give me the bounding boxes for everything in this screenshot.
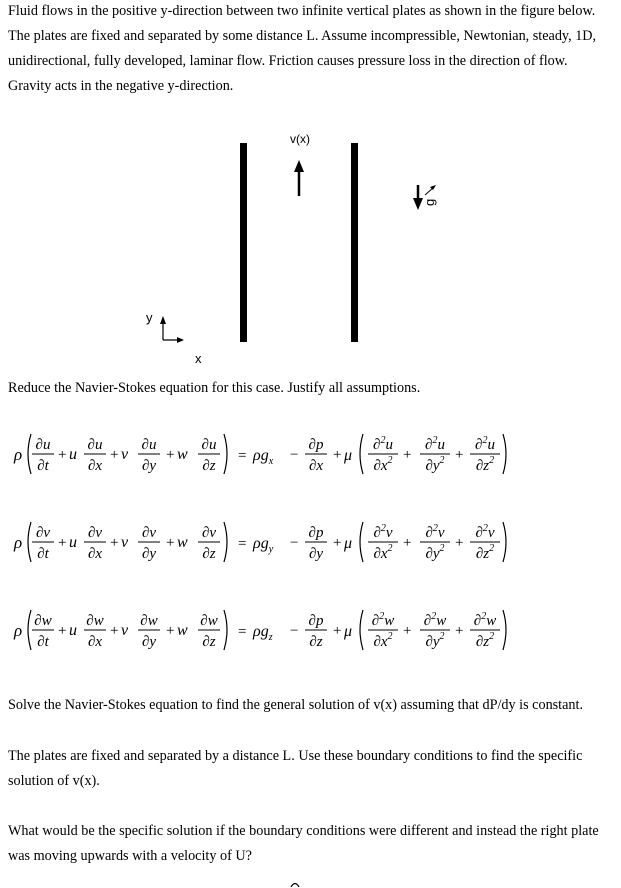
- denominator: ∂y: [141, 546, 157, 562]
- minus: −: [290, 535, 299, 551]
- left-paren: [28, 610, 31, 650]
- y-convective-derivative: [138, 525, 160, 562]
- mu-symbol: μ: [344, 447, 353, 464]
- plus: +: [333, 535, 342, 551]
- velocity-arrowhead: [294, 160, 304, 172]
- numerator: ∂p: [308, 525, 324, 541]
- velocity-label: v(x): [290, 132, 310, 146]
- denominator: ∂t: [37, 458, 49, 474]
- denominator: $\partial z^2$: [475, 543, 495, 562]
- task-specific-solution: The plates are fixed and separated by a distance L. Use these boundary conditions to find the specific solution of v(x).: [8, 748, 583, 789]
- denominator: ∂z: [202, 458, 216, 474]
- equals: =: [238, 624, 247, 640]
- denominator: $\partial z^2$: [475, 631, 495, 650]
- u-coefficient: u: [69, 446, 77, 463]
- x-convective-derivative: [84, 525, 106, 562]
- v-coefficient: v: [121, 622, 129, 639]
- right-paren: [224, 522, 227, 562]
- equals: =: [238, 536, 247, 552]
- task-moving-plate: What would be the specific solution if the boundary conditions were different and instead the right plate was moving upwards with a velocity of U?: [8, 823, 599, 864]
- denominator: $\partial y^2$: [425, 455, 445, 474]
- equals: =: [238, 448, 247, 464]
- numerator: ∂$^2$u: [425, 435, 445, 453]
- task-general-solution: Solve the Navier-Stokes equation to find the general solution of v(x) assuming that dP/dy is constant.: [8, 697, 584, 713]
- mu-symbol: μ: [344, 535, 353, 552]
- rho-symbol: ρ: [14, 533, 23, 552]
- w-coefficient: w: [177, 446, 188, 463]
- plus: +: [333, 623, 342, 639]
- denominator: ∂t: [37, 634, 49, 650]
- z-second-derivative: [470, 611, 500, 650]
- left-paren: [360, 522, 363, 562]
- denominator: $\partial z^2$: [475, 455, 495, 474]
- denominator: $\partial x^2$: [373, 455, 393, 474]
- right-paren: [224, 610, 227, 650]
- numerator: ∂v: [201, 525, 217, 541]
- plates-figure: [0, 0, 621, 380]
- y-second-derivative: [420, 523, 450, 562]
- numerator: ∂$^2$w: [371, 611, 395, 629]
- mu-symbol: μ: [344, 623, 353, 640]
- denominator: ∂y: [141, 634, 157, 650]
- y-second-derivative: [420, 435, 450, 474]
- rho-symbol: ρ: [14, 621, 23, 640]
- plus: +: [403, 623, 412, 639]
- x-second-derivative: [368, 523, 398, 562]
- task-reduce: Reduce the Navier-Stokes equation for this case. Justify all assumptions.: [8, 380, 421, 396]
- x-convective-derivative: [84, 437, 106, 474]
- plus: +: [58, 447, 67, 463]
- navier-stokes-y: [0, 508, 621, 578]
- right-plate: [351, 143, 358, 342]
- z-convective-derivative: [198, 437, 220, 474]
- numerator: ∂$^2$w: [473, 611, 497, 629]
- numerator: ∂v: [141, 525, 157, 541]
- numerator: ∂v: [87, 525, 103, 541]
- axis-x-label: x: [195, 351, 202, 366]
- plus: +: [455, 535, 464, 551]
- numerator: ∂$^2$v: [373, 523, 393, 541]
- v-coefficient: v: [121, 446, 129, 463]
- numerator: ∂$^2$u: [475, 435, 495, 453]
- minus: −: [290, 623, 299, 639]
- numerator: ∂$^2$v: [475, 523, 495, 541]
- navier-stokes-z: [0, 596, 621, 666]
- left-plate: [240, 143, 247, 342]
- numerator: ∂w: [34, 613, 52, 629]
- denominator: ∂x: [87, 546, 103, 562]
- y-second-derivative: [420, 611, 450, 650]
- x-second-derivative: [368, 611, 398, 650]
- numerator: ∂$^2$w: [423, 611, 447, 629]
- right-paren: [224, 434, 227, 474]
- plus: +: [455, 623, 464, 639]
- plus: +: [166, 447, 175, 463]
- gravity-term: $\rho g_y$: [253, 535, 274, 555]
- page-cutoff-glyph: [285, 878, 305, 888]
- v-coefficient: v: [121, 534, 129, 551]
- navier-stokes-x: [0, 420, 621, 490]
- numerator: ∂v: [35, 525, 51, 541]
- plus: +: [166, 623, 175, 639]
- plus: +: [403, 447, 412, 463]
- z-convective-derivative: [198, 613, 220, 650]
- plus: +: [110, 623, 119, 639]
- left-paren: [360, 610, 363, 650]
- plus: +: [333, 447, 342, 463]
- numerator: ∂u: [35, 437, 51, 453]
- problem-intro: Fluid flows in the positive y-direction between two infinite vertical plates as shown in the figure below. The plates are fixed and separated by some distance L. Assume incompressible, Newtonian, steady, 1D, unidirectional, fully developed, laminar flow. Friction causes pressure loss in the direction of flow. Gravity acts in the negative y-direction.: [8, 3, 597, 94]
- minus: −: [290, 447, 299, 463]
- denominator: ∂x: [87, 634, 103, 650]
- gravity-label: g: [422, 198, 437, 206]
- denominator: $\partial y^2$: [425, 631, 445, 650]
- denominator: ∂z: [309, 634, 323, 650]
- pressure-gradient: [305, 525, 327, 562]
- w-coefficient: w: [177, 534, 188, 551]
- gravity-term: $\rho g_z$: [253, 623, 273, 643]
- z-second-derivative: [470, 523, 500, 562]
- x-second-derivative: [368, 435, 398, 474]
- gravity-term: $\rho g_x$: [253, 447, 274, 467]
- w-coefficient: w: [177, 622, 188, 639]
- numerator: ∂p: [308, 437, 324, 453]
- u-coefficient: u: [69, 534, 77, 551]
- denominator: ∂z: [202, 634, 216, 650]
- plus: +: [166, 535, 175, 551]
- time-derivative: [32, 525, 54, 562]
- numerator: ∂u: [201, 437, 217, 453]
- numerator: ∂$^2$v: [425, 523, 445, 541]
- numerator: ∂u: [141, 437, 157, 453]
- numerator: ∂$^2$u: [373, 435, 393, 453]
- rho-symbol: ρ: [14, 445, 23, 464]
- numerator: ∂w: [86, 613, 104, 629]
- axis-y-label: y: [146, 310, 153, 325]
- left-paren: [360, 434, 363, 474]
- numerator: ∂u: [87, 437, 103, 453]
- denominator: ∂x: [87, 458, 103, 474]
- plus: +: [58, 623, 67, 639]
- denominator: $\partial y^2$: [425, 543, 445, 562]
- denominator: ∂t: [37, 546, 49, 562]
- plus: +: [455, 447, 464, 463]
- denominator: ∂y: [141, 458, 157, 474]
- plus: +: [403, 535, 412, 551]
- denominator: ∂y: [308, 546, 324, 562]
- pressure-gradient: [305, 437, 327, 474]
- left-paren: [28, 434, 31, 474]
- z-convective-derivative: [198, 525, 220, 562]
- plus: +: [110, 535, 119, 551]
- z-second-derivative: [470, 435, 500, 474]
- right-paren: [503, 610, 506, 650]
- axis-x-arrowhead: [177, 337, 184, 343]
- y-convective-derivative: [138, 437, 160, 474]
- pressure-gradient: [305, 613, 327, 650]
- u-coefficient: u: [69, 622, 77, 639]
- time-derivative: [32, 613, 54, 650]
- x-convective-derivative: [84, 613, 106, 650]
- plus: +: [110, 447, 119, 463]
- y-convective-derivative: [138, 613, 160, 650]
- numerator: ∂w: [140, 613, 158, 629]
- denominator: $\partial x^2$: [373, 543, 393, 562]
- denominator: ∂x: [308, 458, 324, 474]
- axis-y-arrowhead: [160, 316, 166, 324]
- time-derivative: [32, 437, 54, 474]
- plus: +: [58, 535, 67, 551]
- numerator: ∂p: [308, 613, 324, 629]
- denominator: $\partial x^2$: [373, 631, 393, 650]
- left-paren: [28, 522, 31, 562]
- numerator: ∂w: [200, 613, 218, 629]
- right-paren: [503, 434, 506, 474]
- denominator: ∂z: [202, 546, 216, 562]
- right-paren: [503, 522, 506, 562]
